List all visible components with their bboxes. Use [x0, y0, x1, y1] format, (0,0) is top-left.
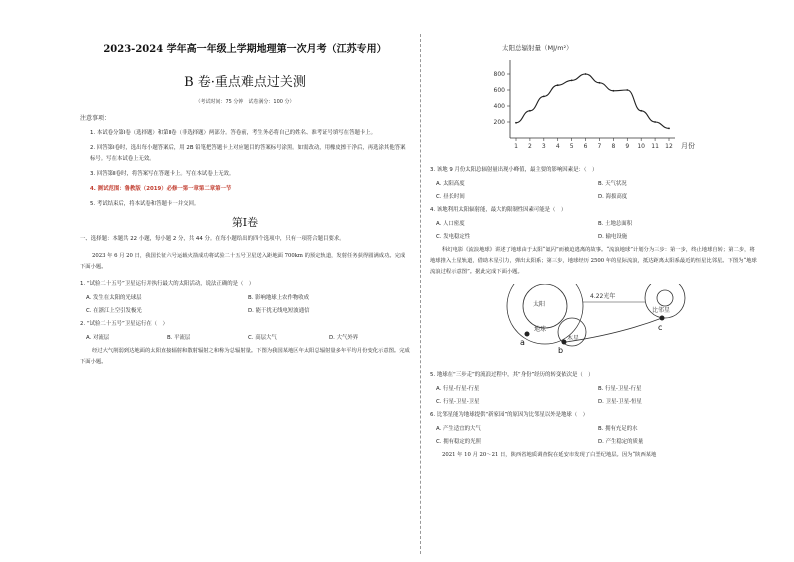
y-tick-label: 800	[493, 71, 505, 78]
option-d[interactable]: D. 产生稳定的质量	[598, 439, 644, 445]
question-1-options	[86, 293, 410, 304]
question-1: 1. “试验二十五号”卫星运行并执行最大的太阳活动，说法正确的是（ ）	[80, 281, 255, 287]
x-tick-label: 4	[555, 143, 560, 150]
question-4-options	[436, 219, 760, 230]
point-c-dot	[660, 316, 665, 321]
data-point	[515, 122, 517, 124]
x-tick-label: 10	[637, 143, 646, 150]
notice-item: 2. 回答第Ⅰ卷时，选出每小题答案后，用 2B 铅笔把答题卡上对应题目的答案标号涂黑。如需改动，用橡皮擦干净后，再选涂其他答案标号。写在本试卷上无效。	[90, 145, 406, 162]
option-d[interactable]: D. 卫星-卫星-恒星	[598, 399, 642, 405]
question-4-options-2	[436, 232, 760, 243]
jupiter-dot	[562, 340, 567, 345]
right-column	[430, 38, 760, 467]
question-2-options	[86, 333, 410, 344]
option-c[interactable]: C. 昼长时间	[436, 194, 465, 200]
data-point	[599, 82, 601, 84]
x-tick-label: 3	[541, 143, 546, 150]
question-3-options	[436, 179, 760, 190]
paper-subtitle: B 卷·重点难点过关测	[184, 75, 306, 90]
orbit-diagram	[430, 284, 760, 356]
option-d[interactable]: D. 输电设施	[598, 234, 628, 240]
radiation-chart-svg	[430, 38, 760, 163]
x-tick-label: 2	[527, 143, 532, 150]
option-b[interactable]: B. 天气状况	[598, 181, 627, 187]
point-a-label: a	[520, 338, 525, 347]
option-a[interactable]: A. 太阳高度	[436, 181, 465, 187]
data-point	[654, 121, 656, 123]
notice-item-scope: 4. 测试范围：鲁教版（2019）必修一第一章第二章第一节	[90, 186, 232, 192]
x-tick-label: 5	[569, 143, 574, 150]
passage-2: 经过大气削弱到达地面的太阳直接辐射和散射辐射之和称为总辐射量。下图为我国某地区年太阳总辐射量多年平均月份变化示意图。完成下面小题。	[80, 348, 410, 365]
notice-item: 1. 本试卷分第Ⅰ卷（选择题）和第Ⅱ卷（非选择题）两部分。答卷前，考生务必将自己的姓名、准考证号填写在答题卡上。	[90, 130, 377, 136]
x-tick-label: 1	[514, 143, 518, 150]
data-point	[612, 90, 614, 92]
option-a[interactable]: A. 发生在太阳的光球层	[86, 295, 142, 301]
data-point	[529, 110, 531, 112]
x-tick-label: 6	[583, 143, 588, 150]
sun-label: 太阳	[533, 301, 546, 308]
chart-title: 太阳总辐射量（MJ/m²）	[502, 44, 573, 52]
question-6-options-2	[436, 437, 760, 448]
option-d[interactable]: D. 能干扰无线电短波通信	[248, 308, 310, 314]
proxima-body	[657, 290, 673, 306]
question-2: 2. “试验二十五号”卫星运行在（ ）	[80, 321, 168, 327]
orbit-diagram-svg	[430, 284, 760, 356]
question-4: 4. 该地利用太阳辐射能，最大的限制性因素可能是（ ）	[430, 207, 567, 213]
option-b[interactable]: B. 土地总面积	[598, 221, 633, 227]
point-c-label: c	[658, 323, 663, 332]
notice-title: 注意事项：	[80, 115, 111, 122]
section-instructions: 一、选择题：本题共 22 小题，每小题 2 分，共 44 分。在每小题给出的四个选项中，只有一项符合题目要求。	[80, 236, 345, 242]
option-b[interactable]: B. 拥有充足的水	[598, 426, 638, 432]
notice-item: 5. 考试结束后，将本试卷和答题卡一并交回。	[90, 201, 200, 207]
x-tick-label: 9	[625, 143, 630, 150]
option-b[interactable]: B. 行星-卫星-行星	[598, 386, 642, 392]
option-c[interactable]: C. 行星-卫星-卫星	[436, 399, 480, 405]
data-point	[640, 110, 642, 112]
option-a[interactable]: A. 行星-行星-行星	[436, 386, 480, 392]
data-point	[543, 96, 545, 98]
option-d[interactable]: D. 海拔高度	[598, 194, 628, 200]
x-tick-label: 8	[611, 143, 616, 150]
radiation-series-line	[516, 74, 669, 128]
data-point	[626, 89, 628, 91]
option-a[interactable]: A. 对流层	[86, 335, 110, 341]
question-5-options-2	[436, 397, 760, 408]
data-point	[585, 73, 587, 75]
radiation-chart	[430, 38, 760, 163]
option-c[interactable]: C. 高层大气	[248, 335, 277, 341]
distance-label: 4.22光年	[590, 293, 616, 300]
question-6-options	[436, 424, 760, 435]
question-6: 6. 比邻星能为地球提供“新家园”的原因为比邻星以外是地球（ ）	[430, 412, 588, 418]
option-a[interactable]: A. 产生适宜的大气	[436, 426, 481, 432]
option-c[interactable]: C. 在浙江上空引发极光	[86, 308, 142, 314]
passage-3: 科幻电影《流浪地球》讲述了地球由于太阳“氦闪”而被迫逃离的故事。“流浪地球”计划分为三步：第一步，终止地球自转；第二步，将地球推入土星轨道，借助木星引力，弹出太阳系；第三步，地球经历 2500 年的星际流浪，抵达距离太阳系最近的恒星比邻星。下图为“地球流浪过程示意图”。据此完成下面小题。	[430, 247, 757, 275]
y-tick-label: 200	[493, 119, 505, 126]
option-c[interactable]: C. 发电稳定性	[436, 234, 471, 240]
option-a[interactable]: A. 人口密度	[436, 221, 465, 227]
column-divider	[420, 34, 421, 554]
notice-item: 3. 回答第Ⅱ卷时，将答案写在答题卡上。写在本试卷上无效。	[90, 171, 235, 177]
passage-1: 2023 年 6 月 20 日，我国长征六号运载火箭成功将试验二十五号卫星送入距地面 700km 的预定轨道，发射任务获得圆满成功。完成下面小题。	[80, 253, 406, 270]
question-5-options	[436, 384, 760, 395]
point-b-label: b	[558, 346, 564, 355]
y-tick-label: 600	[493, 87, 505, 94]
option-d[interactable]: D. 大气外界	[329, 335, 359, 341]
question-1-options-2	[86, 306, 410, 317]
option-b[interactable]: B. 影响地球上农作物收成	[248, 295, 310, 301]
x-tick-label: 11	[651, 143, 659, 150]
data-point	[571, 80, 573, 82]
paper-title: 2023-2024 学年高一年级上学期地理第一次月考（江苏专用）	[103, 44, 387, 55]
left-column	[80, 38, 410, 374]
exam-meta: （考试时间：75 分钟 试卷满分：100 分）	[195, 99, 295, 105]
x-tick-label: 12	[665, 143, 673, 150]
data-point	[557, 84, 559, 86]
option-b[interactable]: B. 平流层	[167, 335, 191, 341]
jupiter-label: 木星	[567, 335, 580, 342]
y-tick-label: 400	[493, 103, 505, 110]
earth-dot	[525, 332, 530, 337]
question-5: 5. 地球在“三步走”的流浪过程中，其“身份”经历的转变依次是（ ）	[430, 372, 594, 378]
travel-path	[566, 318, 662, 342]
passage-4: 2021 年 10 月 20～21 日，陕西省地质调查院在延安市发现了白垩纪地层。因为“陕西某地	[442, 452, 657, 458]
volume-title: 第Ⅰ卷	[231, 216, 259, 229]
earth-label: 地球	[534, 326, 547, 333]
x-axis-label: 月份	[681, 142, 695, 150]
proxima-label: 比邻星	[652, 307, 671, 314]
data-point	[668, 128, 670, 130]
x-tick-label: 7	[597, 143, 602, 150]
option-c[interactable]: C. 拥有稳定的光照	[436, 439, 481, 445]
question-3-options-2	[436, 192, 760, 203]
question-3: 3. 该地 9 月份太阳总辐射量出现小峰值，最主要的影响因素是：（ ）	[430, 167, 598, 173]
